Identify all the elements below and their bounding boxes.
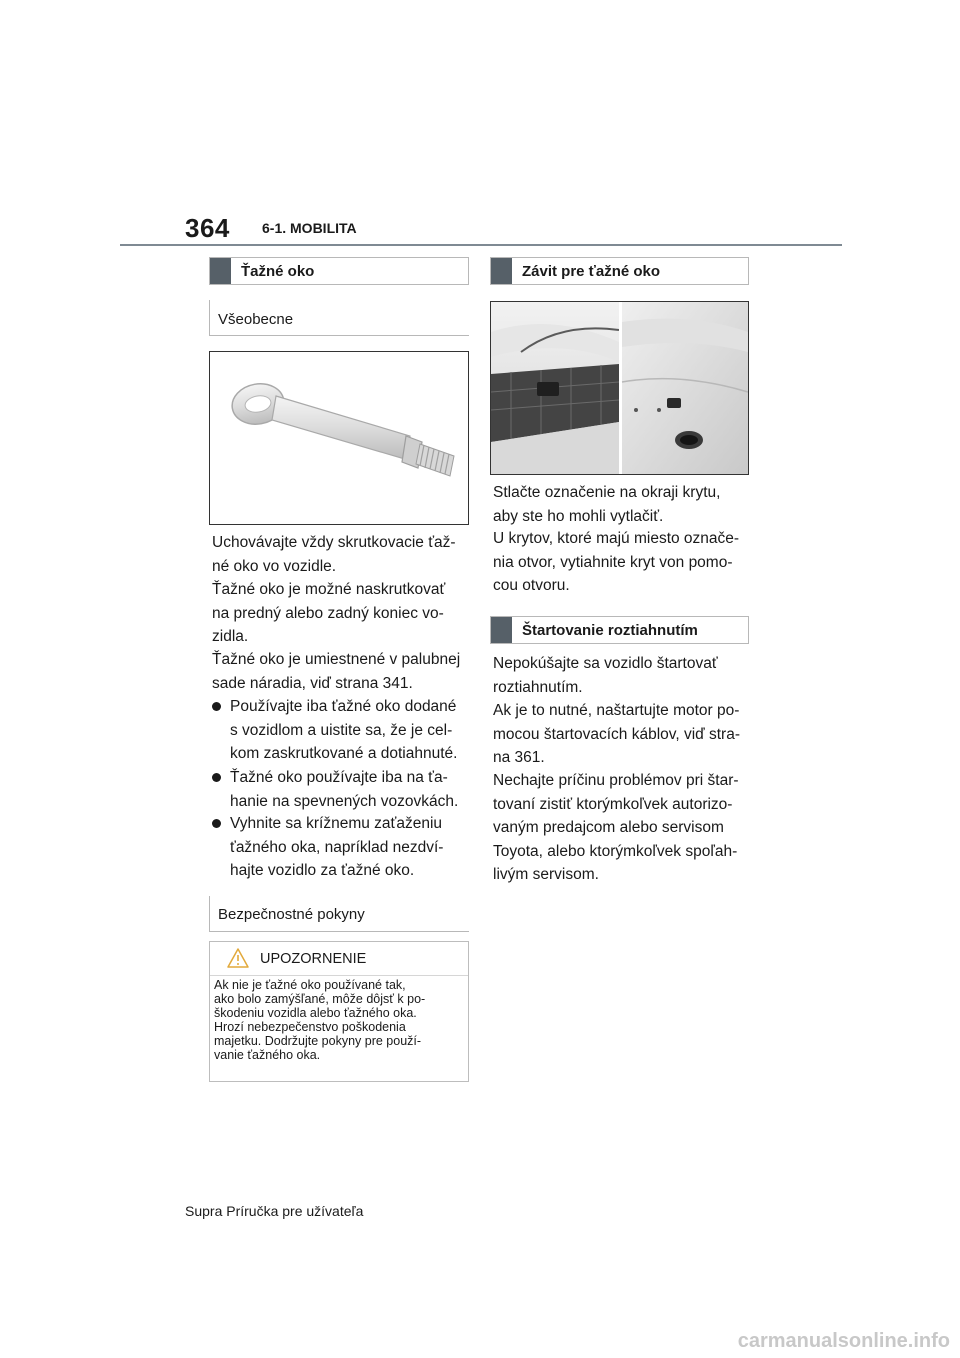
heading-marker [210, 258, 231, 284]
text-line: majetku. Dodržujte pokyny pre použí- [214, 1034, 422, 1048]
text-line: Ťažné oko je možné naskrutkovať [212, 581, 446, 598]
text-line: Nechajte príčinu problémov pri štar- [493, 772, 739, 789]
text-line: vanie ťažného oka. [214, 1048, 321, 1062]
heading-tow-start [490, 616, 749, 644]
paragraph-jump-start [493, 699, 755, 770]
header-rule [120, 244, 842, 246]
text-line: Vyhnite sa krížnemu zaťaženiu [230, 815, 443, 832]
text-line: s vozidlom a uistite sa, že je cel- [230, 721, 453, 739]
heading-tow-start-text: Štartovanie roztiahnutím [522, 621, 698, 639]
text-line: sade náradia, viď strana 341. [212, 674, 413, 692]
subheading-general-text: Všeobecne [218, 311, 294, 328]
text-line: škodeniu vozidla alebo ťažného oka. [214, 1006, 417, 1020]
text-line: Ťažné oko používajte iba na ťa- [230, 769, 448, 786]
text-line: Ťažné oko je umiestnené v palubnej [212, 651, 461, 668]
text-line: ťažného oka, napríklad nezdví- [230, 838, 444, 856]
text-line: né oko vo vozidle. [212, 557, 337, 575]
paragraph-screw-in [212, 578, 472, 649]
watermark: carmanualsonline.info [737, 1330, 950, 1352]
paragraph-service [493, 769, 755, 887]
bumper-figure [490, 301, 749, 475]
warning-header [210, 942, 468, 976]
text-line: Ak je to nutné, naštartujte motor po- [493, 702, 740, 719]
text-line: Ak nie je ťažné oko používané tak, [214, 978, 406, 992]
warning-triangle-icon [226, 947, 250, 969]
text-line: nia otvor, vytiahnite kryt von pomo- [493, 553, 733, 571]
text-line: na 361. [493, 749, 545, 766]
text-line: cou otvoru. [493, 577, 570, 594]
paragraph-cover-opening [493, 527, 755, 598]
heading-thread [490, 257, 749, 285]
text-line: na predný alebo zadný koniec vo- [212, 604, 444, 622]
text-line: hajte vozidlo za ťažné oko. [230, 862, 415, 879]
heading-tow-eye-text: Ťažné oko [241, 262, 315, 280]
text-line: tovaní zistiť ktorýmkoľvek autorizo- [493, 795, 733, 813]
paragraph-do-not-tow-start [493, 652, 755, 699]
bullet-dot [212, 773, 221, 782]
text-line: mocou štartovacích káblov, viď stra- [493, 725, 740, 743]
text-line: kom zaskrutkované a dotiahnuté. [230, 745, 458, 762]
paragraph-location [212, 648, 472, 695]
subheading-safety [209, 896, 469, 932]
footer-text: Supra Príručka pre užívateľa [185, 1203, 364, 1219]
tow-eye-figure [209, 351, 469, 525]
subheading-safety-text: Bezpečnostné pokyny [218, 906, 365, 923]
text-line: Nepokúšajte sa vozidlo štartovať [493, 655, 718, 672]
heading-tow-eye [209, 257, 469, 285]
bullet-dot [212, 819, 221, 828]
section-title: 6-1. MOBILITA [262, 220, 357, 236]
text-line: Toyota, alebo ktorýmkoľvek spoľah- [493, 842, 738, 860]
text-line: Stlačte označenie na okraji krytu, [493, 484, 721, 501]
warning-box [209, 941, 469, 1082]
tow-eye-illustration [210, 352, 468, 524]
text-line: hanie na spevnených vozovkách. [230, 792, 459, 810]
text-line: livým servisom. [493, 866, 599, 883]
subheading-general [209, 300, 469, 336]
text-line: aby ste ho mohli vytlačiť. [493, 507, 664, 525]
heading-thread-text: Závit pre ťažné oko [522, 262, 661, 280]
heading-marker [491, 258, 512, 284]
text-line: U krytov, ktoré majú miesto označe- [493, 530, 740, 547]
bullet-item [212, 695, 490, 766]
text-line: vaným predajcom alebo servisom [493, 819, 724, 836]
heading-marker [491, 617, 512, 643]
text-line: zidla. [212, 628, 249, 645]
bullet-item [212, 812, 490, 883]
warning-text [214, 978, 466, 1062]
bumper-illustration [491, 302, 748, 474]
paragraph-keep-eye [212, 531, 472, 578]
bullet-dot [212, 702, 221, 711]
text-line: Uchovávajte vždy skrutkovacie ťaž- [212, 534, 456, 551]
warning-title: UPOZORNENIE [260, 951, 367, 967]
text-line: Používajte iba ťažné oko dodané [230, 698, 457, 715]
text-line: roztiahnutím. [493, 678, 583, 696]
bullet-item [212, 766, 490, 813]
text-line: ako bolo zamýšľané, môže dôjsť k po- [214, 992, 426, 1006]
page-number: 364 [185, 213, 230, 243]
paragraph-press-mark [493, 481, 755, 528]
text-line: Hrozí nebezpečenstvo poškodenia [214, 1020, 406, 1034]
